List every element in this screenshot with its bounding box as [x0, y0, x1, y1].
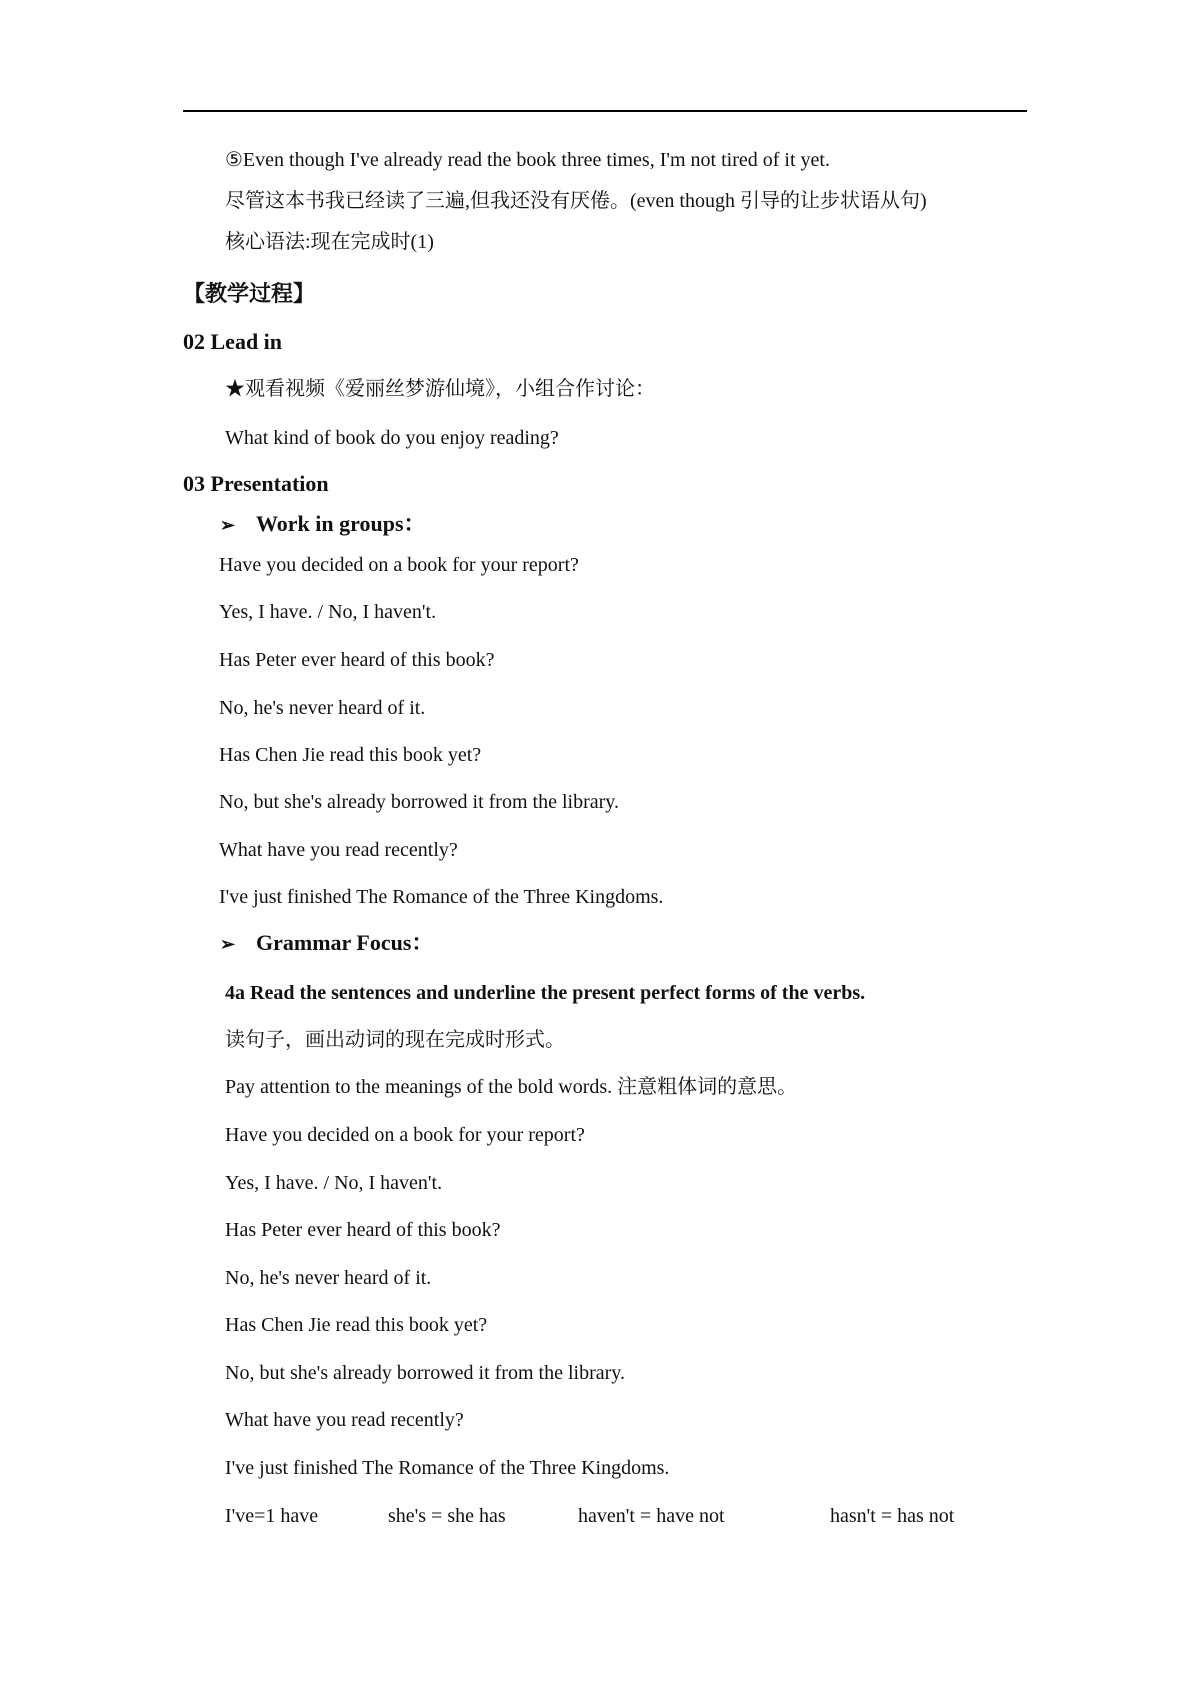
- work-line: Has Peter ever heard of this book?: [219, 649, 495, 671]
- work-in-groups-label: Work in groups：: [256, 511, 426, 536]
- arrow-bullet-icon: ➢: [220, 934, 236, 954]
- grammar-line: No, he's never heard of it.: [225, 1267, 432, 1289]
- grammar-task-cn: 读句子，画出动词的现在完成时形式。: [225, 1029, 565, 1051]
- work-line: I've just finished The Romance of the Three Kingdoms.: [219, 886, 664, 908]
- work-line: Have you decided on a book for your report?: [219, 554, 579, 576]
- work-line: What have you read recently?: [219, 839, 458, 861]
- contraction-item: hasn't = has not: [830, 1505, 955, 1527]
- grammar-line: No, but she's already borrowed it from the library.: [225, 1362, 625, 1384]
- grammar-line: Has Peter ever heard of this book?: [225, 1219, 501, 1241]
- grammar-line: What have you read recently?: [225, 1409, 464, 1431]
- presentation-heading: 03 Presentation: [183, 471, 329, 496]
- arrow-bullet-icon: ➢: [220, 515, 236, 535]
- intro-line-1: ⑤Even though I've already read the book three times, I'm not tired of it yet.: [225, 149, 830, 171]
- grammar-line: I've just finished The Romance of the Three Kingdoms.: [225, 1457, 670, 1479]
- intro-line-2: 尽管这本书我已经读了三遍,但我还没有厌倦。(even though 引导的让步状语从句): [225, 190, 927, 212]
- work-line: No, he's never heard of it.: [219, 697, 426, 719]
- header-rule: [183, 110, 1027, 112]
- intro-line-3: 核心语法:现在完成时(1): [225, 231, 434, 253]
- work-in-groups-heading: [220, 511, 426, 538]
- lead-in-task: ★观看视频《爱丽丝梦游仙境》，小组合作讨论：: [225, 378, 655, 400]
- contraction-item: she's = she has: [388, 1505, 506, 1527]
- contraction-item: haven't = have not: [578, 1505, 725, 1527]
- work-line: Yes, I have. / No, I haven't.: [219, 601, 437, 623]
- process-heading: 【教学过程】: [183, 281, 316, 306]
- work-line: No, but she's already borrowed it from the library.: [219, 791, 619, 813]
- grammar-note: Pay attention to the meanings of the bold words. 注意粗体词的意思。: [225, 1076, 798, 1098]
- lead-in-heading: 02 Lead in: [183, 329, 283, 354]
- grammar-line: Have you decided on a book for your report?: [225, 1124, 585, 1146]
- contraction-item: I've=1 have: [225, 1505, 319, 1527]
- work-line: Has Chen Jie read this book yet?: [219, 744, 482, 766]
- lead-in-question: What kind of book do you enjoy reading?: [225, 427, 559, 449]
- grammar-line: Has Chen Jie read this book yet?: [225, 1314, 488, 1336]
- grammar-task: 4a Read the sentences and underline the present perfect forms of the verbs.: [225, 982, 866, 1004]
- grammar-focus-heading: [220, 930, 433, 957]
- grammar-focus-label: Grammar Focus：: [256, 930, 434, 955]
- grammar-line: Yes, I have. / No, I haven't.: [225, 1172, 443, 1194]
